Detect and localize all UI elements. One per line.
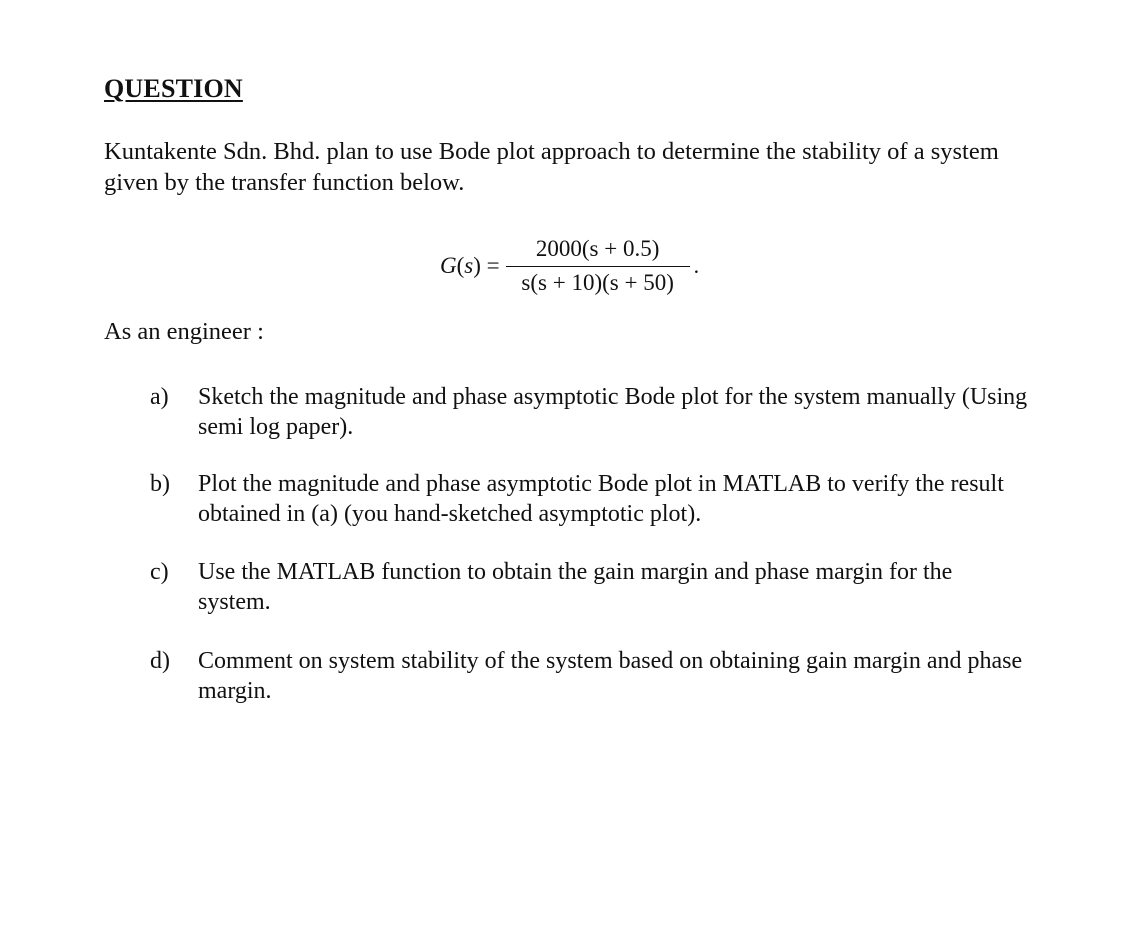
task-item-b [150,469,1030,529]
equation-lhs-var: s [464,253,474,278]
equation-lhs-close: ) = [473,253,500,278]
equation-lhs-open: ( [456,253,465,278]
equation-fraction [506,236,690,296]
equation-numerator: 2000(s + 0.5) [506,236,690,267]
task-text: Comment on system stability of the system based on obtaining gain margin and phase margin. [198,648,1023,704]
equation-denominator: s(s + 10)(s + 50) [521,270,674,295]
task-item-d [150,646,1030,706]
equation-lhs-symbol: G [440,253,457,278]
task-text: Plot the magnitude and phase asymptotic Bode plot in MATLAB to verify the result obtained in (a) (you hand-sketched asymptotic plot). [198,471,1004,527]
equation-lhs [440,253,500,279]
task-item-a [150,382,1030,442]
task-marker: c) [150,559,169,585]
task-marker: a) [150,384,169,410]
task-marker: d) [150,648,170,674]
question-prompt: As an engineer : [104,318,264,345]
task-text: Use the MATLAB function to obtain the gain margin and phase margin for the system. [198,559,953,615]
task-marker: b) [150,471,170,497]
question-heading: QUESTION [104,74,243,103]
transfer-function-equation [440,236,699,296]
task-text: Sketch the magnitude and phase asymptotic Bode plot for the system manually (Using semi log paper). [198,384,1028,440]
task-item-c [150,557,1030,617]
question-intro: Kuntakente Sdn. Bhd. plan to use Bode plot approach to determine the stability of a system given by the transfer function below. [104,138,999,196]
equation-end-mark: . [693,253,700,278]
